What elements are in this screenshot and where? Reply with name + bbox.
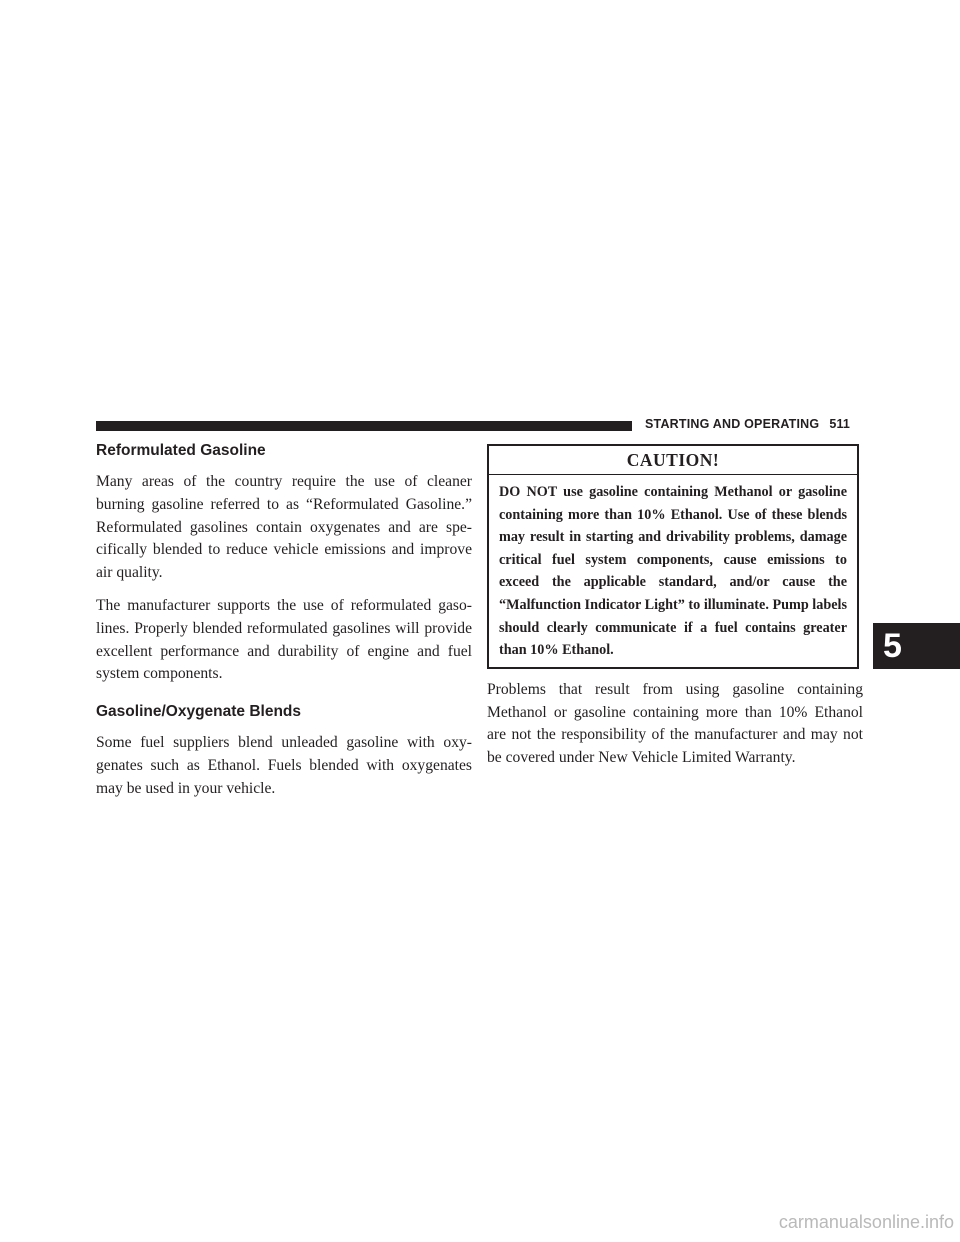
caution-body: DO NOT use gasoline containing Methanol or gasoline containing more than 10% Ethanol. Use of these blends may result in starting and drivability problems, damage critical fuel system components, cause emissions to exceed the applicable standard, and/or cause the “Malfunction Indicator Light” to illuminate. Pump labels should clearly communicate if a fuel contains greater than 10% Ethanol. <box>499 484 847 659</box>
heading-oxygenate-blends: Gasoline/Oxygenate Blends <box>96 703 302 721</box>
watermark: carmanualsonline.info <box>778 1212 954 1232</box>
paragraph-manufacturer-support: The manufacturer supports the use of reformulated gasolines. Properly blended reformulated gasolines will provide excellent performance and durability of engine and fuel system components. <box>96 596 472 683</box>
page-number: 511 <box>829 417 851 431</box>
right-column <box>487 444 863 780</box>
section-title: STARTING AND OPERATING <box>645 417 820 431</box>
header-rule <box>96 421 632 431</box>
caution-title: CAUTION! <box>489 446 857 475</box>
heading-reformulated-gasoline: Reformulated Gasoline <box>96 442 266 459</box>
paragraph-reformulated-intro: Many areas of the country require the use of cleaner burning gasoline referred to as “Reformulated Gasoline.” Reformulated gasolines contain oxygenates and are specifically blended to reduce vehicle emissions and improve air quality. <box>96 473 472 582</box>
chapter-number: 5 <box>883 627 902 665</box>
caution-box <box>487 444 859 669</box>
left-column <box>96 441 472 811</box>
running-header <box>645 417 850 431</box>
paragraph-oxygenate-blends: Some fuel suppliers blend unleaded gasoline with oxygenates such as Ethanol. Fuels blended with oxygenates may be used in your vehicle. <box>96 734 472 797</box>
chapter-tab <box>873 623 960 669</box>
paragraph-warranty-note: Problems that result from using gasoline containing Methanol or gasoline containing more than 10% Ethanol are not the responsibility of the manufacturer and may not be covered under New Vehicle Limited Warranty. <box>487 680 863 767</box>
